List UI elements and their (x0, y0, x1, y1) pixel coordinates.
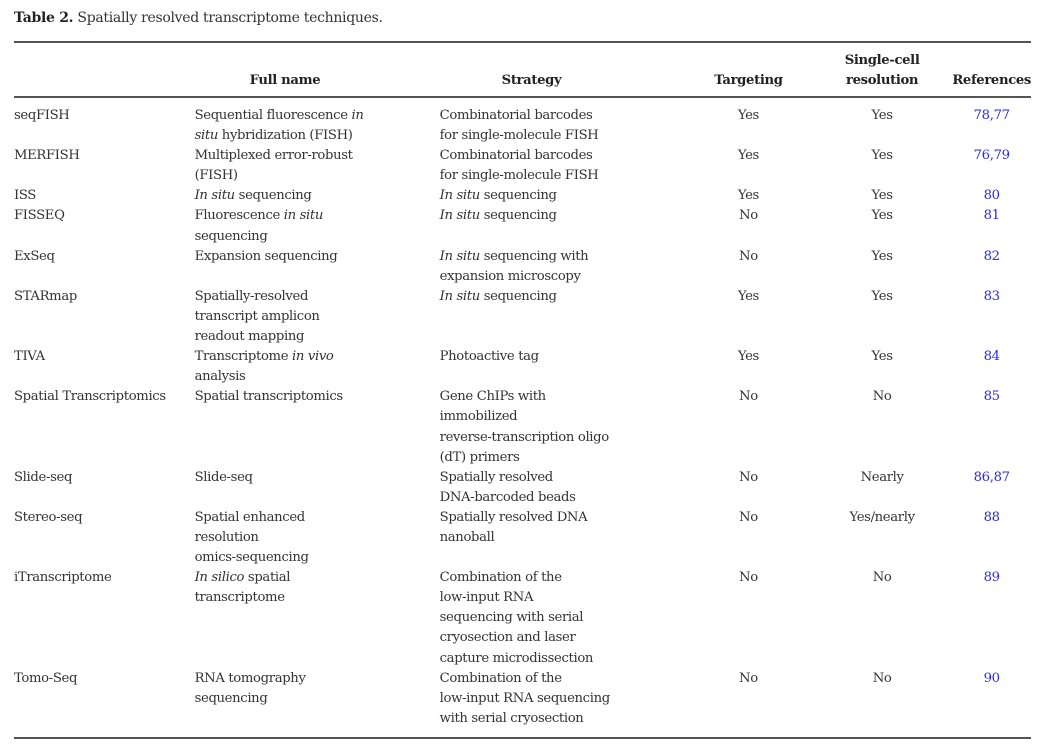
single-cell-resolution (812, 206, 952, 246)
cell-line: Yes (871, 349, 893, 365)
cell-line: resolution (846, 73, 919, 88)
cell-line: expansion microscopy (439, 268, 581, 284)
reference-link[interactable] (952, 387, 1031, 467)
reference-link[interactable] (952, 247, 1031, 287)
single-cell-resolution (812, 347, 952, 387)
cell-line: reverse-transcription oligo (439, 429, 609, 445)
single-cell-resolution (812, 468, 952, 508)
cell-line: Slide-seq (14, 469, 73, 485)
cell-line: No (739, 389, 758, 405)
italic-text: in situ (283, 208, 324, 224)
cell-line: Targeting (714, 73, 783, 88)
cell-line: In situ sequencing (194, 188, 312, 204)
targeting (685, 669, 812, 729)
reference-link[interactable] (952, 287, 1031, 347)
cell-line: Stereo-seq (14, 509, 83, 525)
targeting (685, 568, 812, 668)
cell-line: 90 (983, 670, 1000, 686)
table-row (14, 206, 1031, 246)
header-references (952, 44, 1031, 97)
targeting (685, 186, 812, 206)
cell-line: 78,77 (973, 108, 1010, 123)
single-cell-resolution (812, 97, 952, 146)
cell-line: low-input RNA sequencing (439, 690, 610, 706)
cell-line: No (739, 208, 758, 224)
cell-line: Yes (871, 188, 893, 204)
cell-line: Yes (737, 108, 759, 123)
cell-line: FISSEQ (14, 208, 65, 224)
cell-line: 83 (983, 288, 1000, 304)
cell-line: nanoball (439, 529, 495, 545)
cell-line: 80 (983, 188, 1000, 204)
cell-line: References (952, 73, 1031, 88)
cell-line: resolution (194, 529, 259, 545)
cell-line: (FISH) (194, 168, 238, 184)
cell-line: 86,87 (973, 469, 1010, 485)
table-row (14, 186, 1031, 206)
strategy (440, 468, 685, 508)
cell-line: for single-molecule FISH (439, 128, 599, 144)
full-name (195, 247, 440, 287)
table-row (14, 468, 1031, 508)
italic-text: In situ (439, 288, 480, 304)
cell-line: Multiplexed error-robust (194, 148, 353, 164)
strategy (440, 508, 685, 568)
italic-text: In silico (194, 570, 245, 586)
table-row (14, 146, 1031, 186)
strategy (440, 347, 685, 387)
cell-line: Yes (871, 208, 893, 224)
cell-line: transcriptome (194, 590, 285, 606)
strategy (440, 206, 685, 246)
full-name (195, 97, 440, 146)
cell-line: Yes (871, 248, 893, 264)
header-technique (14, 44, 195, 97)
single-cell-resolution (812, 146, 952, 186)
strategy (440, 97, 685, 146)
cell-line: Single-cell (844, 53, 920, 68)
full-name (195, 508, 440, 568)
full-name (195, 387, 440, 467)
italic-text: In situ (439, 248, 480, 264)
cell-line: with serial cryosection (439, 710, 584, 726)
table-row (14, 508, 1031, 568)
cell-line: Nearly (860, 469, 904, 485)
cell-line: Spatially resolved (439, 469, 553, 485)
technique-name (14, 247, 195, 287)
cell-line: No (872, 389, 892, 405)
targeting (685, 97, 812, 146)
cell-line: Yes (871, 288, 893, 304)
cell-line: 84 (983, 349, 1000, 365)
full-name (195, 186, 440, 206)
targeting (685, 206, 812, 246)
cell-line: Gene ChIPs with (439, 389, 546, 405)
italic-text: in vivo (292, 349, 334, 365)
single-cell-resolution (812, 287, 952, 347)
single-cell-resolution (812, 568, 952, 668)
table-row (14, 669, 1031, 729)
header-row (14, 44, 1031, 97)
cell-line: ExSeq (14, 248, 55, 264)
targeting (685, 287, 812, 347)
italic-text: In situ (194, 188, 235, 204)
cell-line: cryosection and laser (439, 630, 576, 646)
cell-line: situ hybridization (FISH) (194, 128, 353, 144)
italic-text: In situ (439, 208, 480, 224)
cell-line: Sequential fluorescence in (194, 108, 364, 123)
cell-line: Yes (871, 108, 893, 123)
technique-name (14, 568, 195, 668)
technique-name (14, 508, 195, 568)
cell-line: No (872, 570, 892, 586)
cell-line: In situ sequencing with (439, 248, 589, 264)
cell-line: 89 (983, 570, 1000, 586)
full-name (195, 669, 440, 729)
cell-line: No (739, 469, 758, 485)
reference-link[interactable] (952, 508, 1031, 568)
strategy (440, 568, 685, 668)
cell-line: readout mapping (194, 329, 305, 345)
cell-line: Yes (737, 288, 759, 304)
targeting (685, 247, 812, 287)
cell-line: In situ sequencing (439, 288, 557, 304)
reference-link[interactable] (952, 146, 1031, 186)
cell-line: DNA-barcoded beads (439, 489, 576, 505)
targeting (685, 508, 812, 568)
cell-line: Slide-seq (194, 469, 253, 485)
caption-label: Table 2. (14, 10, 74, 26)
reference-link[interactable] (952, 568, 1031, 668)
targeting (685, 347, 812, 387)
single-cell-resolution (812, 508, 952, 568)
table-row (14, 347, 1031, 387)
cell-line: iTranscriptome (14, 570, 112, 586)
cell-line: capture microdissection (439, 650, 594, 666)
cell-line: Spatial transcriptomics (194, 389, 343, 405)
cell-line: low-input RNA (439, 590, 534, 606)
cell-line: Yes (737, 349, 759, 365)
cell-line: No (739, 509, 758, 525)
cell-line: 76,79 (973, 148, 1010, 164)
table-row (14, 387, 1031, 467)
cell-line: immobilized (439, 409, 518, 425)
full-name (195, 347, 440, 387)
cell-line: Spatial Transcriptomics (14, 389, 166, 405)
cell-line: RNA tomography (194, 670, 306, 686)
technique-name (14, 97, 195, 146)
cell-line: Strategy (501, 73, 562, 88)
cell-line: ISS (14, 188, 36, 204)
strategy (440, 247, 685, 287)
cell-line: 81 (983, 208, 1000, 224)
top-rule (14, 41, 1031, 43)
cell-line: Photoactive tag (439, 349, 539, 365)
table-row (14, 568, 1031, 668)
reference-link[interactable] (952, 347, 1031, 387)
italic-text: situ (194, 128, 218, 144)
cell-line: Transcriptome in vivo (194, 349, 334, 365)
technique-name (14, 468, 195, 508)
cell-line: 82 (983, 248, 1000, 264)
technique-name (14, 387, 195, 467)
full-name (195, 146, 440, 186)
cell-line: sequencing (194, 690, 268, 706)
full-name (195, 468, 440, 508)
cell-line: (dT) primers (439, 449, 520, 465)
cell-line: Combination of the (439, 570, 562, 586)
cell-line: transcript amplicon (194, 308, 320, 324)
single-cell-resolution (812, 669, 952, 729)
cell-line: Combination of the (439, 670, 562, 686)
full-name (195, 568, 440, 668)
cell-line: analysis (194, 369, 246, 385)
cell-line: No (872, 670, 892, 686)
technique-name (14, 669, 195, 729)
cell-line: In situ sequencing (439, 188, 557, 204)
table-row (14, 247, 1031, 287)
cell-line: Yes (871, 148, 893, 164)
header-strategy (440, 44, 685, 97)
cell-line: Expansion sequencing (194, 248, 338, 264)
reference-link[interactable] (952, 206, 1031, 246)
cell-line: Yes (737, 148, 759, 164)
reference-link[interactable] (952, 669, 1031, 729)
reference-link[interactable] (952, 468, 1031, 508)
strategy (440, 669, 685, 729)
targeting (685, 146, 812, 186)
table-caption (14, 10, 383, 26)
caption-text: Spatially resolved transcriptome techniques. (77, 10, 383, 26)
cell-line: sequencing (194, 228, 268, 244)
cell-line: Yes (737, 188, 759, 204)
cell-line: for single-molecule FISH (439, 168, 599, 184)
cell-line: No (739, 248, 758, 264)
technique-name (14, 186, 195, 206)
cell-line: STARmap (14, 288, 77, 304)
table-row (14, 287, 1031, 347)
cell-line: Full name (249, 73, 321, 88)
strategy (440, 146, 685, 186)
italic-text: in (351, 108, 364, 123)
cell-line: Fluorescence in situ (194, 208, 324, 224)
cell-line: Spatially-resolved (194, 288, 309, 304)
cell-line: Combinatorial barcodes (439, 148, 593, 164)
header-single-cell-resolution (812, 44, 952, 97)
cell-line: 88 (983, 509, 1000, 525)
cell-line: No (739, 570, 758, 586)
table-row (14, 97, 1031, 146)
single-cell-resolution (812, 387, 952, 467)
reference-link[interactable] (952, 97, 1031, 146)
cell-line: seqFISH (14, 108, 70, 123)
cell-line: sequencing with serial (439, 610, 584, 626)
cell-line: Yes/nearly (849, 509, 915, 525)
single-cell-resolution (812, 186, 952, 206)
techniques-table (14, 44, 1031, 729)
strategy (440, 387, 685, 467)
header-full-name (195, 44, 440, 97)
bottom-rule (14, 737, 1031, 739)
cell-line: Spatial enhanced (194, 509, 305, 525)
cell-line: TIVA (14, 349, 45, 365)
cell-line: Spatially resolved DNA (439, 509, 588, 525)
full-name (195, 287, 440, 347)
cell-line: MERFISH (14, 148, 80, 164)
cell-line: Tomo-Seq (14, 670, 78, 686)
targeting (685, 387, 812, 467)
header-targeting (685, 44, 812, 97)
cell-line: In silico spatial (194, 570, 291, 586)
targeting (685, 468, 812, 508)
strategy (440, 186, 685, 206)
italic-text: In situ (439, 188, 480, 204)
cell-line: Combinatorial barcodes (439, 108, 593, 123)
cell-line: 85 (983, 389, 1000, 405)
technique-name (14, 206, 195, 246)
single-cell-resolution (812, 247, 952, 287)
cell-line: No (739, 670, 758, 686)
technique-name (14, 347, 195, 387)
reference-link[interactable] (952, 186, 1031, 206)
technique-name (14, 146, 195, 186)
cell-line: omics-sequencing (194, 550, 309, 566)
cell-line: In situ sequencing (439, 208, 557, 224)
full-name (195, 206, 440, 246)
technique-name (14, 287, 195, 347)
strategy (440, 287, 685, 347)
